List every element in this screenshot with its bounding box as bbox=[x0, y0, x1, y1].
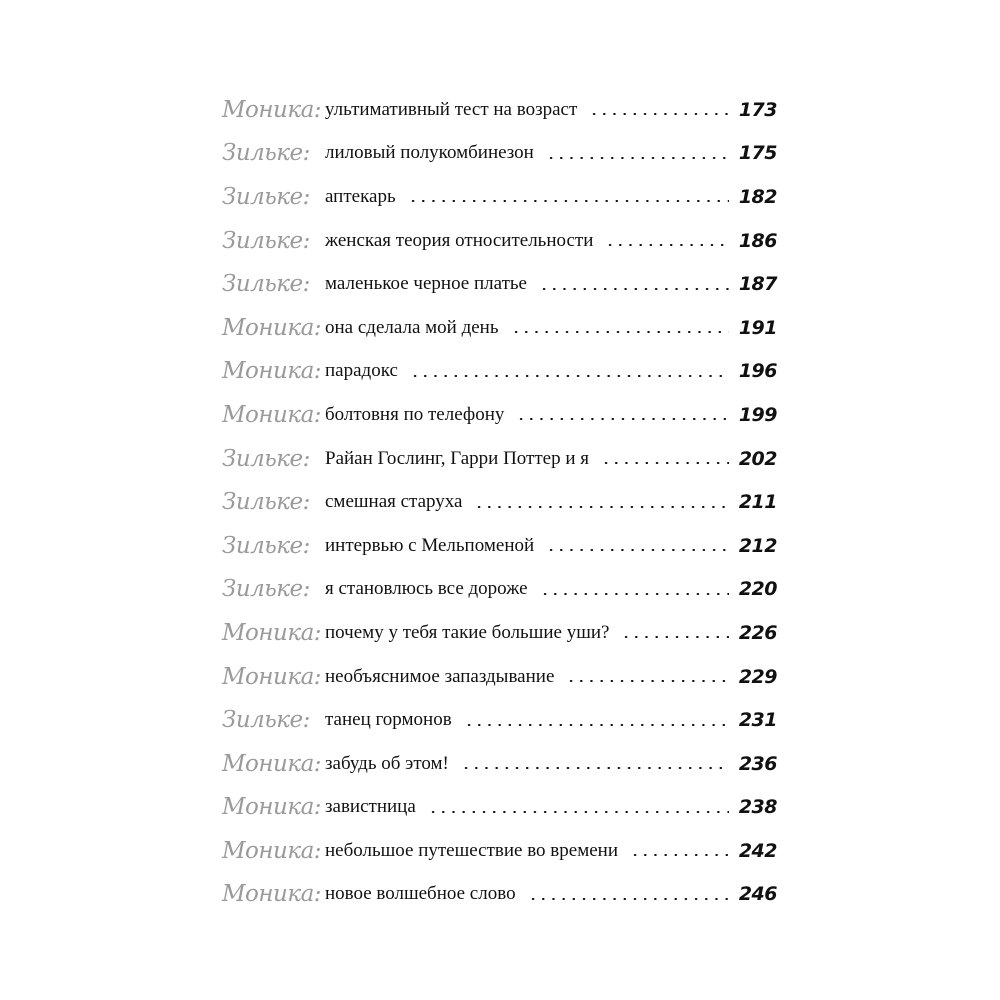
page-number: 231 bbox=[738, 709, 777, 732]
toc-entry bbox=[222, 306, 777, 350]
dot-leader bbox=[621, 636, 728, 638]
speaker-name: Моника: bbox=[222, 794, 322, 821]
dot-leader bbox=[539, 288, 729, 290]
toc-entry bbox=[222, 786, 777, 830]
page-number: 191 bbox=[738, 316, 777, 339]
toc-entry bbox=[222, 88, 777, 132]
speaker-name: Зилькe: bbox=[222, 445, 310, 472]
chapter-title: ультимативный тест на возраст bbox=[325, 98, 578, 120]
toc-entry bbox=[222, 132, 777, 176]
chapter-title: маленькое черное платье bbox=[325, 273, 527, 295]
dot-leader bbox=[566, 680, 728, 682]
speaker-name: Моника: bbox=[222, 96, 322, 123]
dot-leader bbox=[546, 157, 729, 159]
speaker-name: Зилькe: bbox=[222, 227, 310, 254]
dot-leader bbox=[601, 462, 729, 464]
page-number: 226 bbox=[738, 621, 777, 644]
chapter-title: интервью с Мельпоменой bbox=[325, 534, 535, 556]
chapter-title: аптекарь bbox=[325, 185, 396, 207]
page-number: 202 bbox=[738, 447, 777, 470]
page-number: 242 bbox=[738, 839, 777, 862]
speaker-name: Зилькe: bbox=[222, 183, 310, 210]
toc-entry bbox=[222, 568, 777, 612]
table-of-contents bbox=[222, 88, 777, 916]
chapter-title: забудь об этом! bbox=[325, 752, 449, 774]
speaker-name: Моника: bbox=[222, 750, 322, 777]
dot-leader bbox=[428, 811, 729, 813]
chapter-title: необъяснимое запаздывание bbox=[325, 665, 555, 687]
toc-entry bbox=[222, 480, 777, 524]
chapter-title: лиловый полукомбинезон bbox=[325, 142, 534, 164]
chapter-title: болтовня по телефону bbox=[325, 403, 505, 425]
chapter-title: небольшое путешествие во времени bbox=[325, 839, 618, 861]
speaker-name: Зилькe: bbox=[222, 271, 310, 298]
page-number: 236 bbox=[738, 752, 777, 775]
dot-leader bbox=[630, 854, 729, 856]
dot-leader bbox=[474, 506, 728, 508]
chapter-title: почему у тебя такие большие уши? bbox=[325, 621, 610, 643]
speaker-name: Зилькe: bbox=[222, 576, 310, 603]
toc-entry bbox=[222, 393, 777, 437]
page-number: 175 bbox=[738, 142, 777, 165]
page-number: 246 bbox=[738, 883, 777, 906]
dot-leader bbox=[589, 113, 729, 115]
toc-entry bbox=[222, 350, 777, 394]
speaker-name: Зилькe: bbox=[222, 707, 310, 734]
speaker-name: Моника: bbox=[222, 314, 322, 341]
toc-entry bbox=[222, 829, 777, 873]
page-number: 196 bbox=[738, 360, 777, 383]
page-number: 182 bbox=[738, 185, 777, 208]
page-number: 211 bbox=[738, 491, 777, 514]
speaker-name: Моника: bbox=[222, 837, 322, 864]
dot-leader bbox=[464, 724, 729, 726]
toc-entry bbox=[222, 219, 777, 263]
toc-entry bbox=[222, 611, 777, 655]
toc-entry bbox=[222, 873, 777, 917]
chapter-title: я становлюсь все дороже bbox=[325, 578, 528, 600]
chapter-title: новое волшебное слово bbox=[325, 883, 516, 905]
speaker-name: Моника: bbox=[222, 881, 322, 908]
page-number: 220 bbox=[738, 578, 777, 601]
chapter-title: Райан Гослинг, Гарри Поттер и я bbox=[325, 447, 589, 469]
page-number: 187 bbox=[738, 273, 777, 296]
chapter-title: парадокс bbox=[325, 360, 398, 382]
speaker-name: Зилькe: bbox=[222, 532, 310, 559]
dot-leader bbox=[528, 898, 729, 900]
speaker-name: Моника: bbox=[222, 663, 322, 690]
dot-leader bbox=[410, 375, 729, 377]
speaker-name: Зилькe: bbox=[222, 140, 310, 167]
dot-leader bbox=[605, 244, 728, 246]
dot-leader bbox=[511, 331, 729, 333]
dot-leader bbox=[408, 200, 729, 202]
page-number: 186 bbox=[738, 229, 777, 252]
speaker-name: Зилькe: bbox=[222, 489, 310, 516]
toc-entry bbox=[222, 655, 777, 699]
chapter-title: танец гормонов bbox=[325, 709, 452, 731]
toc-entry bbox=[222, 742, 777, 786]
dot-leader bbox=[461, 767, 729, 769]
page-number: 238 bbox=[738, 796, 777, 819]
toc-entry bbox=[222, 437, 777, 481]
toc-entry bbox=[222, 524, 777, 568]
toc-entry bbox=[222, 175, 777, 219]
chapter-title: завистница bbox=[325, 796, 416, 818]
page-number: 199 bbox=[738, 403, 777, 426]
page-number: 229 bbox=[738, 665, 777, 688]
page-number: 212 bbox=[738, 534, 777, 557]
speaker-name: Моника: bbox=[222, 358, 322, 385]
toc-entry bbox=[222, 262, 777, 306]
dot-leader bbox=[546, 549, 729, 551]
chapter-title: смешная старуха bbox=[325, 491, 463, 513]
toc-entry bbox=[222, 698, 777, 742]
chapter-title: женская теория относительности bbox=[325, 229, 594, 251]
speaker-name: Моника: bbox=[222, 401, 322, 428]
dot-leader bbox=[540, 593, 729, 595]
page-number: 173 bbox=[738, 98, 777, 121]
speaker-name: Моника: bbox=[222, 619, 322, 646]
chapter-title: она сделала мой день bbox=[325, 316, 499, 338]
dot-leader bbox=[516, 418, 728, 420]
